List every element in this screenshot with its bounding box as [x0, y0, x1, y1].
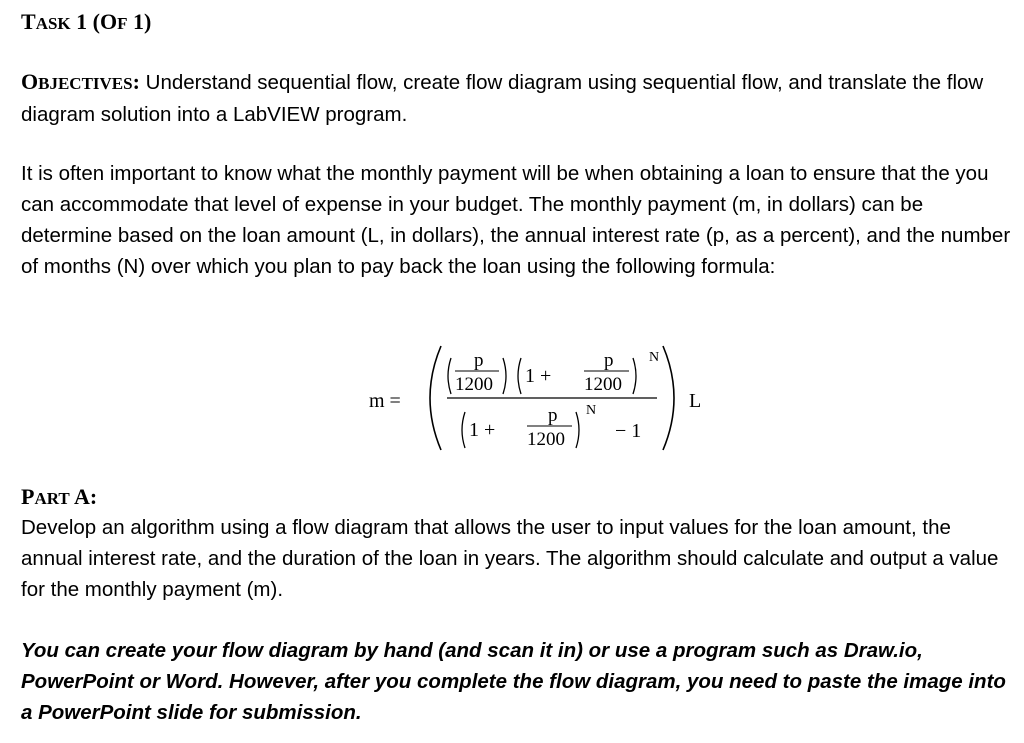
- task-title: [21, 9, 151, 35]
- task-title-ask: ASK: [35, 14, 71, 33]
- formula-left-big-paren: [430, 346, 441, 450]
- denominator-paren-right: [576, 412, 579, 448]
- denominator-1200: 1200: [527, 429, 565, 450]
- submission-note: You can create your flow diagram by hand (and scan it in) or use a program such as Draw.io, PowerPoint or Word. However, after you complete the flow diagram, you need to paste the image into a PowerPoint slide for submission.: [21, 639, 1006, 724]
- numerator-paren-1-left: [448, 358, 451, 394]
- part-a-paragraph: Develop an algorithm using a flow diagram that allows the user to input values for the loan amount, the annual interest rate, and the duration of the loan in years. The algorithm should calculate and output a value for the monthly payment (m).: [21, 516, 999, 601]
- objectives-label: [21, 69, 140, 94]
- numerator-exponent-n: N: [649, 350, 660, 365]
- objectives-text: Understand sequential flow, create flow diagram using sequential flow, and translate the flow diagram solution into a LabVIEW program.: [21, 71, 984, 126]
- formula-right-big-paren: [663, 346, 674, 450]
- denominator-one-plus: 1 +: [469, 419, 496, 441]
- part-a-title-a: A:: [69, 484, 98, 509]
- intro-paragraph: It is often important to know what the monthly payment will be when obtaining a loan to ensure that the you can accommodate that level of expense in your budget. The monthly payment (m, in dollars) can be determine based on the loan amount (L, in dollars), the annual interest rate (p, as a percent), and the number of months (N) over which you plan to pay back the loan using the following formula:: [21, 162, 1011, 278]
- task-title-o: O: [99, 9, 118, 34]
- numerator-paren-2-right: [633, 358, 636, 394]
- part-a-title-rest: ART: [34, 489, 70, 508]
- numerator-1200-1: 1200: [455, 374, 493, 395]
- task-title-num: 1 (: [70, 9, 100, 34]
- task-title-end: 1): [127, 9, 152, 34]
- task-title-f: F: [117, 14, 128, 33]
- numerator-paren-1-right: [503, 358, 506, 394]
- denominator-paren-left: [462, 412, 465, 448]
- loan-payment-formula: [361, 336, 721, 460]
- denominator-exponent-n: N: [586, 403, 597, 418]
- formula-l: L: [689, 390, 702, 412]
- objectives-label-colon: :: [132, 69, 140, 94]
- numerator-p-1: p: [474, 350, 484, 371]
- numerator-paren-2-left: [518, 358, 521, 394]
- denominator-p: p: [548, 405, 558, 426]
- numerator-p-2: p: [604, 350, 614, 371]
- objectives-paragraph: [21, 66, 1011, 130]
- numerator-one-plus: 1 +: [525, 365, 552, 387]
- part-a-title: [21, 484, 97, 510]
- formula-lhs: m =: [369, 390, 401, 412]
- formula-svg: [361, 336, 721, 460]
- task-title-t: T: [21, 9, 36, 34]
- denominator-minus-one: − 1: [615, 420, 642, 442]
- part-a-title-p: P: [21, 484, 35, 509]
- objectives-label-o: O: [21, 69, 39, 94]
- objectives-label-rest: BJECTIVES: [38, 74, 133, 93]
- numerator-1200-2: 1200: [584, 374, 622, 395]
